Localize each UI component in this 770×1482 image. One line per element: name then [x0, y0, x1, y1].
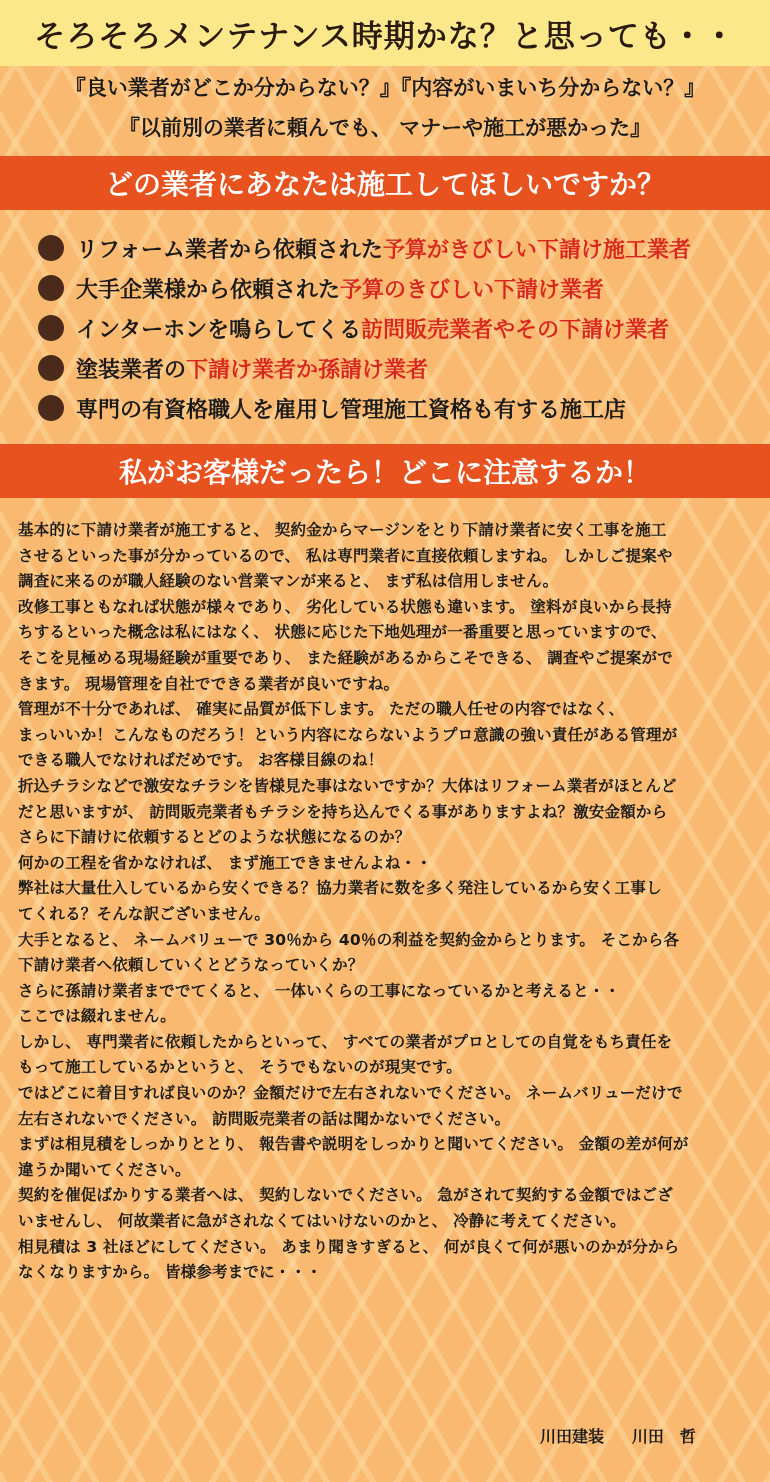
body-line: だと思いますが、 訪問販売業者もチラシを持ち込んでくる事がありますよね？激安金額から — [18, 802, 668, 821]
section-header-vendor-question — [0, 156, 770, 210]
body-line: さらに下請けに依頼するとどのような状態になるのか？ — [18, 828, 411, 847]
vendor-options-list — [38, 228, 748, 428]
option-text: リフォーム業者から依頼された — [76, 237, 383, 263]
quotes-block — [0, 68, 770, 152]
body-line: 折込チラシなどで激安なチラシを皆様見た事はないですか？大体はリフォーム業者がほとんど — [18, 776, 677, 795]
option-text: 専門の有資格職人を雇用し管理施工資格も有する施工店 — [76, 397, 627, 423]
body-line: さらに孫請け業者まででてくると、 一体いくらの工事になっているかと考えると・・ — [18, 981, 621, 1000]
body-line: ちするといった概念は私にはなく、 状態に応じた下地処理が一番重要と思っていますので、 — [18, 623, 667, 642]
body-line: 下請け業者へ依頼していくとどうなっていくか？ — [18, 956, 364, 975]
body-text — [18, 518, 758, 1286]
section-title: 私がお客様だったら！どこに注意するか！ — [118, 456, 651, 489]
body-line: しかし、 専門業者に依頼したからといって、 すべての業者がプロとしての自覚をもち責任を — [18, 1032, 673, 1051]
body-line: 管理が不十分であれば、 確実に品質が低下します。 ただの職人任せの内容ではなく、 — [18, 700, 625, 719]
body-line: ではどこに着目すれば良いのか？金額だけで左右されないでください。 ネームバリューだけで — [18, 1084, 683, 1103]
list-item — [38, 388, 748, 428]
bullet-dot-icon — [38, 315, 64, 341]
body-line: 改修工事ともなれば状態が様々であり、 劣化している状態も違います。 塗料が良いから長持 — [18, 597, 672, 616]
body-line: 違うか聞いてください。 — [18, 1160, 191, 1179]
quote-line: 『良い業者がどこか分からない？』『内容がいまいち分からない？』 — [64, 76, 706, 100]
body-line: まっいいか！こんなものだろう！という内容にならないようプロ意識の強い責任がある管理が — [18, 725, 678, 744]
top-banner — [0, 0, 770, 66]
list-item — [38, 348, 748, 388]
list-item — [38, 228, 748, 268]
body-line: 大手となると、 ネームバリューで 30％から 40％の利益を契約金からとります。 そこから各 — [18, 930, 680, 949]
list-item — [38, 308, 748, 348]
body-line: いませんし、 何故業者に急がされなくてはいけないのかと、 冷静に考えてください。 — [18, 1212, 626, 1231]
body-line: 基本的に下請け業者が施工すると、 契約金からマージンをとり下請け業者に安く工事を施工 — [18, 521, 667, 539]
quote-line: 『以前別の業者に頼んでも、 マナーや施工が悪かった』 — [118, 116, 652, 140]
option-text: 大手企業様から依頼された — [76, 277, 341, 303]
body-line: 契約を催促ばかりする業者へは、 契約しないでください。 急がされて契約する金額ではござ — [18, 1186, 673, 1205]
section-header-customer-advice — [0, 444, 770, 498]
body-line: させるといった事が分かっているので、 私は専門業者に直接依頼しますね。 しかしご提案や — [18, 546, 673, 565]
body-line: きます。 現場管理を自社でできる業者が良いですね。 — [18, 674, 400, 693]
body-line: 左右されないでください。 訪問販売業者の話は聞かないでください。 — [18, 1109, 511, 1128]
bullet-dot-icon — [38, 235, 64, 261]
body-line: まずは相見積をしっかりととり、 報告書や説明をしっかりと聞いてください。 金額の差が何が — [18, 1135, 689, 1154]
bullet-dot-icon — [38, 395, 64, 421]
option-highlight: 予算のきびしい下請け業者 — [340, 277, 605, 303]
bullet-dot-icon — [38, 275, 64, 301]
body-line: ここでは綴れません。 — [18, 1007, 176, 1026]
list-item — [38, 268, 748, 308]
option-highlight: 下請け業者か孫請け業者 — [186, 357, 429, 383]
bullet-dot-icon — [38, 355, 64, 381]
signature-name: 川田 哲 — [631, 1427, 696, 1446]
body-line: 弊社は大量仕入しているから安くできる？協力業者に数を多く発注しているから安く工事し — [18, 879, 662, 898]
signature — [540, 1424, 696, 1447]
option-highlight: 予算がきびしい下請け施工業者 — [382, 237, 691, 263]
section-title: どの業者にあなたは施工してほしいですか？ — [104, 168, 665, 201]
body-line: てくれる？そんな訳ございません。 — [18, 904, 271, 923]
body-line: できる職人でなければだめです。 お客様目線のね！ — [18, 751, 384, 770]
body-line: 相見積は 3 社ほどにしてください。 あまり聞きすぎると、 何が良くて何が悪いのかが分から — [18, 1237, 680, 1256]
body-line: そこを見極める現場経験が重要であり、 また経験があるからこそできる、 調査やご提案がで — [18, 648, 673, 667]
body-line: もって施工しているかというと、 そうでもないのが現実です。 — [18, 1058, 462, 1077]
option-text: 塗装業者の — [76, 357, 187, 383]
top-banner-title: そろそろメンテナンス時期かな？と思っても・・ — [34, 18, 736, 55]
body-line: なくなりますから。 皆様参考までに・・・ — [18, 1263, 322, 1282]
option-text: インターホンを鳴らしてくる — [76, 317, 362, 343]
body-line: 調査に来るのが職人経験のない営業マンが来ると、 まず私は信用しません。 — [18, 572, 559, 591]
body-line: 何かの工程を省かなければ、 まず施工できませんよね・・ — [18, 853, 432, 872]
signature-company: 川田建装 — [540, 1427, 605, 1446]
option-highlight: 訪問販売業者やその下請け業者 — [361, 317, 670, 343]
